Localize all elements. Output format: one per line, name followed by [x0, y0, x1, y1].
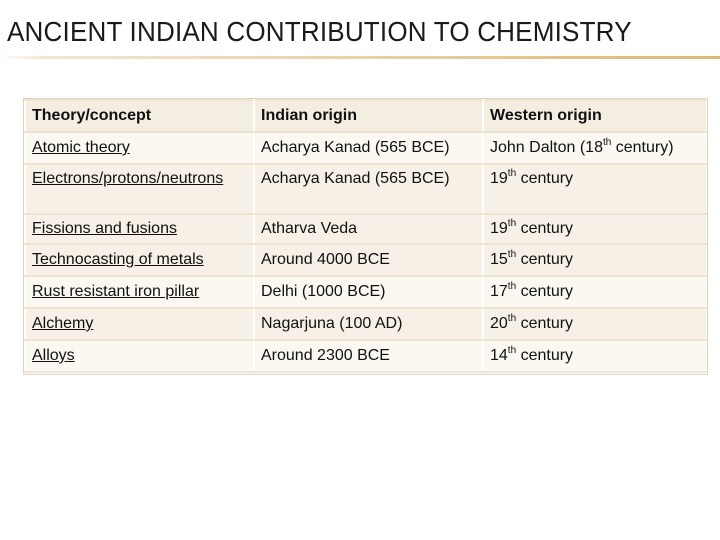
western-text-rest: century: [516, 220, 574, 237]
western-text: 19: [490, 170, 508, 187]
table-row: [25, 132, 707, 164]
western-text: John Dalton (18: [490, 139, 603, 156]
western-text-rest: century: [516, 251, 574, 268]
ordinal-suffix: th: [507, 217, 517, 229]
concept-cell: [25, 308, 254, 340]
ordinal-suffix: th: [507, 344, 517, 356]
western-origin-cell: [483, 340, 707, 372]
western-origin-cell: [483, 132, 707, 164]
ordinal-suffix: th: [507, 167, 517, 179]
western-text: 20: [490, 315, 508, 332]
western-origin-cell: [483, 276, 707, 308]
title-underline: [0, 56, 720, 59]
western-text: 15: [490, 251, 508, 268]
western-text-rest: century): [611, 139, 674, 156]
indian-origin-cell: Atharva Veda: [254, 214, 483, 244]
western-text-rest: century: [516, 315, 574, 332]
concept-cell: [25, 132, 254, 164]
western-origin-cell: [483, 164, 707, 214]
indian-origin-cell: Acharya Kanad (565 BCE): [254, 164, 483, 214]
header-theory-concept: Theory/concept: [25, 100, 254, 132]
concept-cell: [25, 214, 254, 244]
concept-text: Fissions and fusions: [32, 220, 177, 237]
western-text: 17: [490, 283, 508, 300]
western-origin-cell: [483, 308, 707, 340]
western-origin-cell: [483, 214, 707, 244]
indian-origin-cell: Around 2300 BCE: [254, 340, 483, 372]
ordinal-suffix: th: [507, 312, 517, 324]
western-text: 19: [490, 220, 508, 237]
western-text-rest: century: [516, 347, 574, 364]
concept-text: Rust resistant iron pillar: [32, 283, 200, 300]
concept-cell: [25, 244, 254, 276]
table-row: [25, 276, 707, 308]
concept-cell: [25, 164, 254, 214]
ordinal-suffix: th: [507, 280, 517, 292]
concept-text: Alchemy: [32, 315, 94, 332]
indian-origin-cell: Delhi (1000 BCE): [254, 276, 483, 308]
western-text-rest: century: [516, 283, 574, 300]
table-row: [25, 244, 707, 276]
table-row: [25, 308, 707, 340]
concept-text: Atomic theory: [32, 139, 130, 156]
western-text-rest: century: [516, 170, 574, 187]
indian-origin-cell: Nagarjuna (100 AD): [254, 308, 483, 340]
concept-text: Alloys: [32, 347, 75, 364]
slide-title: ANCIENT INDIAN CONTRIBUTION TO CHEMISTRY: [7, 16, 632, 47]
table-row: [25, 214, 707, 244]
header-western-origin: Western origin: [483, 100, 707, 132]
concept-cell: [25, 340, 254, 372]
comparison-table: [24, 99, 708, 373]
table-row: [25, 164, 707, 214]
concept-text: Technocasting of metals: [32, 251, 204, 268]
indian-origin-cell: Acharya Kanad (565 BCE): [254, 132, 483, 164]
western-origin-cell: [483, 244, 707, 276]
table-header-row: [25, 100, 707, 132]
header-indian-origin: Indian origin: [254, 100, 483, 132]
western-text: 14: [490, 347, 508, 364]
ordinal-suffix: th: [602, 136, 612, 148]
concept-text: Electrons/protons/neutrons: [32, 170, 224, 187]
indian-origin-cell: Around 4000 BCE: [254, 244, 483, 276]
table-row: [25, 340, 707, 372]
ordinal-suffix: th: [507, 248, 517, 260]
concept-cell: [25, 276, 254, 308]
